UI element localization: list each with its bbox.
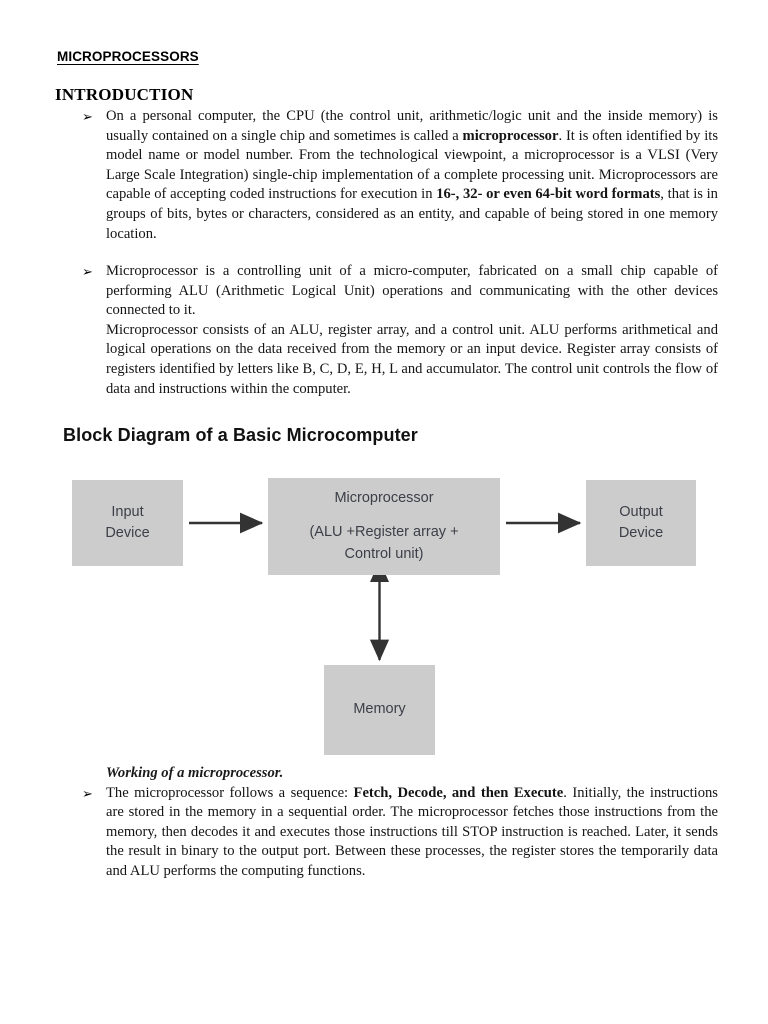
node-label-line2: Device bbox=[618, 525, 664, 541]
bullet-arrow-icon: ➢ bbox=[82, 110, 93, 125]
diagram-node-memory[interactable] bbox=[324, 665, 435, 755]
paragraph-alu-register-array: Microprocessor consists of an ALU, register array, and a control unit. ALU performs arithmetical and logical operations on the data received from the memory or an input device. Register array consists of registers identified by letters like B, C, D, E, H, L and accumulator. The control unit controls the flow of data and instructions within the computer. bbox=[106, 321, 718, 397]
paragraph-working-sequence bbox=[106, 784, 718, 882]
node-label-line1: Input bbox=[111, 503, 144, 520]
diagram-node-microprocessor[interactable] bbox=[268, 478, 500, 575]
bullet-item-3 bbox=[82, 764, 718, 882]
node-label-line1: Microprocessor bbox=[334, 490, 434, 507]
section-heading-introduction: INTRODUCTION bbox=[55, 85, 194, 104]
bullet-arrow-icon: ➢ bbox=[82, 265, 93, 280]
page-title: MICROPROCESSORS bbox=[57, 49, 199, 64]
paragraph-text-b: . Initially, the instructions are stored in the memory in a sequential order. The microprocessor fetches those instructions from the memory, then decodes it and executes those instructions till STOP instruction is reached. Later, it sends the result in binary to the output port. Between these processes, the register stores the temporarily data and ALU performs the computing functions. bbox=[106, 784, 718, 879]
bold-word-formats: 16-, 32- or even 64-bit word formats bbox=[436, 186, 661, 203]
diagram-node-input-device[interactable] bbox=[72, 480, 183, 566]
bold-microprocessor: microprocessor bbox=[462, 127, 559, 144]
node-label-line2: (ALU +Register array + bbox=[309, 524, 459, 541]
node-label-line1: Output bbox=[619, 503, 663, 520]
subheading-working-of-a-microprocessor: Working of a microprocessor. bbox=[106, 765, 284, 781]
paragraph-text-a: On a personal computer, the CPU (the control unit, arithmetic/logic unit and the inside memory) is usually contained on a single chip and sometimes is called a bbox=[106, 108, 718, 144]
diagram-node-output-device[interactable] bbox=[586, 480, 696, 566]
node-label-line1: Memory bbox=[353, 701, 406, 718]
node-label-line2: Device bbox=[105, 525, 150, 541]
paragraph-text-b: . It is often identified by its model name or model number. From the technological viewpoint, a microprocessor is a VLSI (Very Large Scale Integration) single-chip implementation of a complete processing unit. Microprocessors are capable of accepting coded instructions for execution in bbox=[106, 127, 718, 203]
paragraph-text-c: , that is in groups of bits, bytes or characters, considered as an entity, and capable of being stored in one memory location. bbox=[106, 186, 718, 242]
node-label-line3: Control unit) bbox=[344, 545, 424, 562]
diagram-title: Block Diagram of a Basic Microcomputer bbox=[63, 425, 418, 445]
paragraph-text-a: The microprocessor follows a sequence: bbox=[106, 784, 354, 801]
paragraph-controlling-unit: Microprocessor is a controlling unit of a micro-computer, fabricated on a small chip capable of performing ALU (Arithmetic Logical Unit) operations and communicating with the other devices connected to it. bbox=[106, 263, 718, 319]
bold-fetch-decode-execute: Fetch, Decode, and then Execute bbox=[353, 784, 564, 801]
bullet-arrow-icon: ➢ bbox=[82, 787, 93, 802]
